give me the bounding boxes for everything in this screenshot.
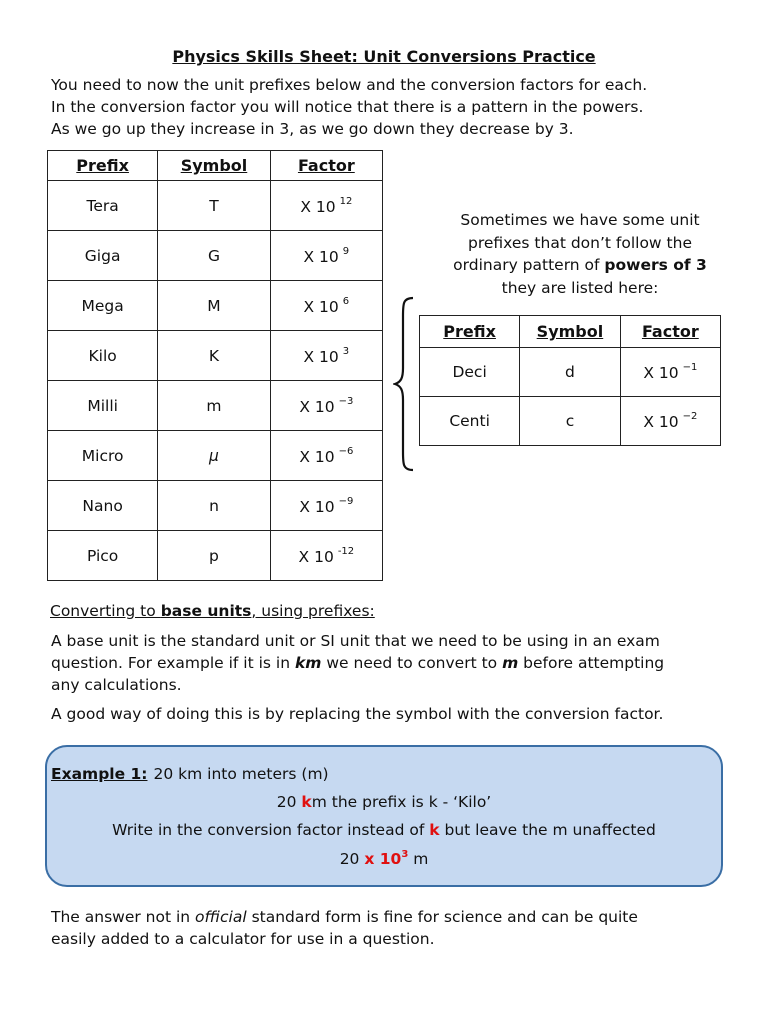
paragraph-line — [51, 652, 741, 674]
symbol-cell: μ — [158, 431, 270, 481]
prefix-cell: Kilo — [48, 331, 158, 381]
prefix-cell: Giga — [48, 231, 158, 281]
factor-base: X 10 — [643, 364, 679, 382]
symbol-cell: M — [158, 281, 270, 331]
intro-line: As we go up they increase in 3, as we go down they decrease by 3. — [51, 120, 574, 138]
example-label: Example 1: — [51, 765, 148, 783]
factor-exponent: −3 — [338, 395, 354, 407]
prefix-cell: Tera — [48, 181, 158, 231]
side-note-line: they are listed here: — [501, 278, 659, 297]
example-text: Write in the conversion factor instead of — [112, 821, 430, 839]
side-note-text: ordinary pattern of — [453, 256, 605, 274]
header-prefix: Prefix — [48, 151, 158, 181]
section-heading-text: , using prefixes: — [251, 602, 375, 620]
symbol-cell: p — [158, 531, 270, 581]
factor-cell — [270, 331, 382, 381]
header-factor: Factor — [620, 316, 720, 348]
side-note-line: prefixes that don’t follow the — [468, 233, 692, 252]
table-row — [48, 231, 383, 281]
factor-cell — [270, 531, 382, 581]
paragraph-text: The answer not in — [51, 908, 196, 926]
prefix-cell: Milli — [48, 381, 158, 431]
paragraph-text: before attempting — [518, 654, 665, 672]
table-row — [420, 348, 721, 397]
table-row — [48, 431, 383, 481]
paragraph-text: we need to convert to — [321, 654, 503, 672]
table-header-row — [48, 151, 383, 181]
factor-base: X 10 — [303, 247, 339, 266]
factor-cell — [620, 397, 720, 446]
example-text: 20 — [339, 850, 365, 868]
symbol-cell: c — [520, 397, 620, 446]
factor-base: X 10 — [643, 413, 679, 431]
factor-cell — [270, 231, 382, 281]
factor-exponent: 3 — [342, 345, 350, 357]
example-heading — [51, 765, 329, 783]
example-result — [47, 849, 721, 868]
closing-paragraph — [51, 906, 741, 950]
example-highlight: k — [429, 821, 440, 839]
side-note — [415, 209, 745, 299]
paragraph-text: question. For example if it is in — [51, 654, 295, 672]
factor-cell — [270, 181, 382, 231]
factor-exponent: -12 — [337, 545, 355, 557]
factor-base: X 10 — [303, 297, 339, 316]
header-prefix: Prefix — [420, 316, 520, 348]
prefix-cell: Nano — [48, 481, 158, 531]
factor-cell — [620, 348, 720, 397]
curly-brace-icon — [393, 296, 417, 472]
header-symbol: Symbol — [158, 151, 270, 181]
side-note-line — [415, 254, 745, 277]
page-title: Physics Skills Sheet: Unit Conversions Practice — [172, 47, 596, 66]
base-unit-paragraph — [51, 630, 741, 696]
example-exponent: 3 — [401, 849, 409, 860]
example-step — [47, 793, 721, 811]
factor-base: X 10 — [300, 197, 336, 216]
section-heading-emphasis: base units — [160, 602, 252, 620]
prefix-cell: Deci — [420, 348, 520, 397]
prefix-table — [47, 150, 383, 581]
paragraph-line: A base unit is the standard unit or SI unit that we need to be using in an exam — [51, 632, 660, 650]
table-row — [48, 181, 383, 231]
example-highlight: k — [301, 793, 312, 811]
symbol-cell: d — [520, 348, 620, 397]
table-header-row — [420, 316, 721, 348]
factor-exponent: −1 — [682, 362, 698, 373]
intro-text — [51, 74, 741, 140]
factor-exponent: 9 — [342, 245, 350, 257]
side-note-emphasis: powers of 3 — [604, 256, 707, 274]
paragraph-emphasis: m — [502, 654, 519, 672]
factor-exponent: 6 — [342, 295, 350, 307]
factor-cell — [270, 431, 382, 481]
section-heading — [50, 602, 375, 620]
intro-line: You need to now the unit prefixes below and the conversion factors for each. — [51, 76, 648, 94]
header-factor: Factor — [270, 151, 382, 181]
symbol-cell: G — [158, 231, 270, 281]
example-step — [47, 821, 721, 839]
factor-base: X 10 — [299, 397, 335, 416]
paragraph-emphasis: official — [195, 908, 247, 926]
factor-cell — [270, 481, 382, 531]
method-paragraph: A good way of doing this is by replacing the symbol with the conversion factor. — [51, 705, 664, 723]
example-text: m — [408, 850, 429, 868]
paragraph-emphasis: km — [294, 654, 322, 672]
prefix-cell: Micro — [48, 431, 158, 481]
symbol-cell: m — [158, 381, 270, 431]
example-highlight: x 10 — [364, 850, 402, 868]
side-note-line: Sometimes we have some unit — [460, 211, 700, 229]
prefix-cell: Mega — [48, 281, 158, 331]
extra-prefix-table — [419, 315, 721, 446]
paragraph-line — [51, 906, 741, 928]
prefix-cell: Centi — [420, 397, 520, 446]
table-row — [48, 531, 383, 581]
factor-exponent: −9 — [338, 495, 354, 507]
table-row — [48, 481, 383, 531]
symbol-cell: T — [158, 181, 270, 231]
example-text: but leave the m unaffected — [439, 821, 656, 839]
factor-base: X 10 — [299, 497, 335, 516]
header-symbol: Symbol — [520, 316, 620, 348]
factor-exponent: 12 — [339, 195, 353, 207]
section-heading-text: Converting to — [50, 602, 161, 620]
factor-cell — [270, 381, 382, 431]
example-box — [45, 745, 723, 887]
paragraph-text: standard form is fine for science and can be quite — [246, 908, 638, 926]
table-row — [420, 397, 721, 446]
symbol-cell: n — [158, 481, 270, 531]
symbol-cell: K — [158, 331, 270, 381]
factor-base: X 10 — [298, 547, 334, 566]
example-text: 20 — [276, 793, 302, 811]
table-row — [48, 381, 383, 431]
paragraph-line: easily added to a calculator for use in a question. — [51, 930, 435, 948]
table-row — [48, 281, 383, 331]
factor-cell — [270, 281, 382, 331]
factor-exponent: −2 — [682, 411, 698, 422]
example-question: 20 km into meters (m) — [153, 765, 329, 783]
intro-line: In the conversion factor you will notice that there is a pattern in the powers. — [51, 98, 644, 116]
paragraph-line: any calculations. — [51, 676, 182, 694]
factor-exponent: −6 — [338, 445, 354, 457]
example-text: m the prefix is k - ‘Kilo’ — [311, 793, 492, 811]
factor-base: X 10 — [303, 347, 339, 366]
factor-base: X 10 — [299, 447, 335, 466]
table-row — [48, 331, 383, 381]
prefix-cell: Pico — [48, 531, 158, 581]
